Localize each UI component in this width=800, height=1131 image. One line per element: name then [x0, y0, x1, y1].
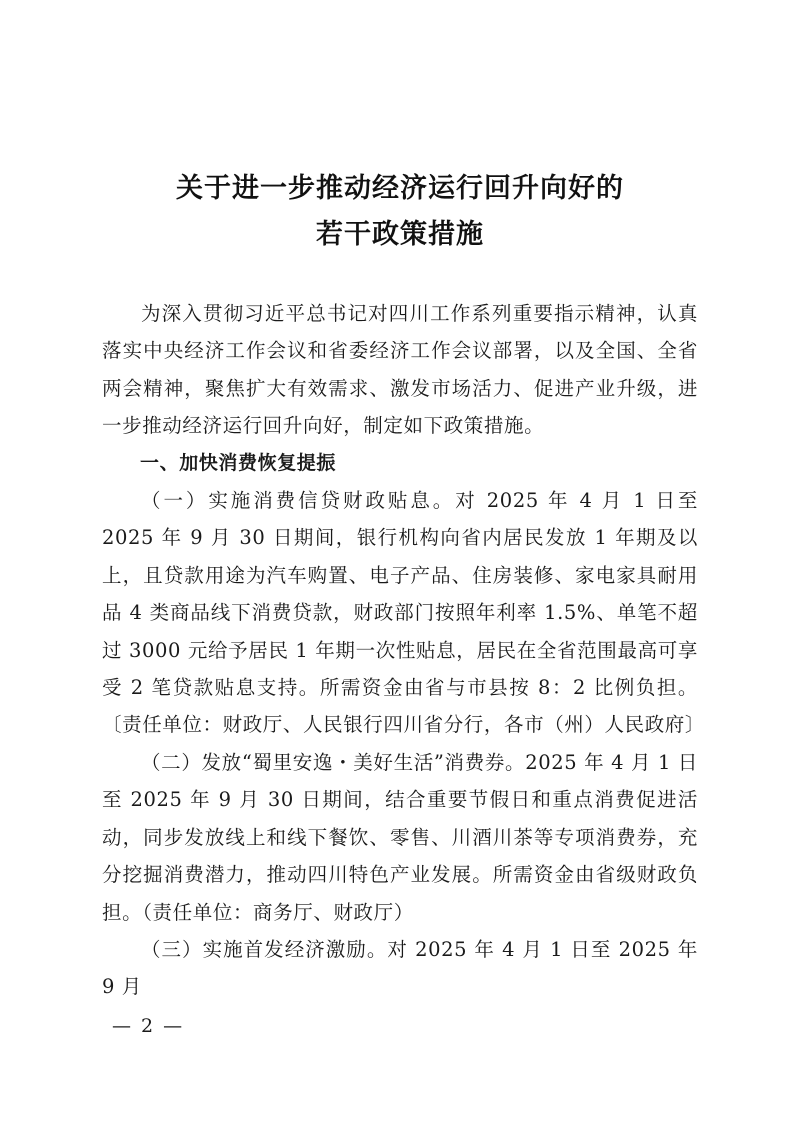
item-2-heading: （二）发放“蜀里安逸・美好生活”消费券。 [141, 750, 526, 774]
item-3-paragraph [102, 931, 698, 1006]
intro-paragraph: 为深入贯彻习近平总书记对四川工作系列重要指示精神，认真落实中央经济工作会议和省委经济工作会议部署，以及全国、全省两会精神，聚焦扩大有效需求、激发市场活力、促进产业升级，进一步推动经济运行回升向好，制定如下政策措施。 [102, 302, 698, 438]
item-2-paragraph [102, 744, 698, 931]
section-heading: 一、加快消费恢复提振 [140, 451, 337, 474]
document-title-line1: 关于进一步推动经济运行回升向好的 [176, 173, 624, 204]
page-number: — 2 — [112, 1015, 185, 1037]
item-3-heading: （三）实施首发经济激励。 [141, 937, 388, 961]
item-1-text: 对 2025 年 4 月 1 日至 2025 年 9 月 30 日期间，银行机构向省内居民发放 1 年期及以上，且贷款用途为汽车购置、电子产品、住房装修、家电家具耐用品 4 类商品线下消费贷款，财政部门按照年利率 1.5%、单笔不超过 3000 元给予居民 1 年期一次性贴息，居民在全省范围最高可享受 2 笔贷款贴息支持。所需资金由省与市县按 8：2 比例负担。〔责任单位：财政厅、人民银行四川省分行，各市（州）人民政府〕 [102, 489, 706, 737]
item-2-text: 2025 年 4 月 1 日至 2025 年 9 月 30 日期间，结合重要节假日和重点消费促进活动，同步发放线上和线下餐饮、零售、川酒川茶等专项消费券，充分挖掘消费潜力，推动四川特色产业发展。所需资金由省级财政负担。（责任单位：商务厅、财政厅） [102, 750, 698, 924]
document-title-line2: 若干政策措施 [316, 219, 484, 250]
item-1-heading: （一）实施消费信贷财政贴息。 [141, 489, 456, 513]
item-3-text: 对 2025 年 4 月 1 日至 2025 年 9 月 [102, 937, 698, 999]
document-body [102, 295, 706, 1006]
item-1-paragraph [102, 482, 706, 744]
